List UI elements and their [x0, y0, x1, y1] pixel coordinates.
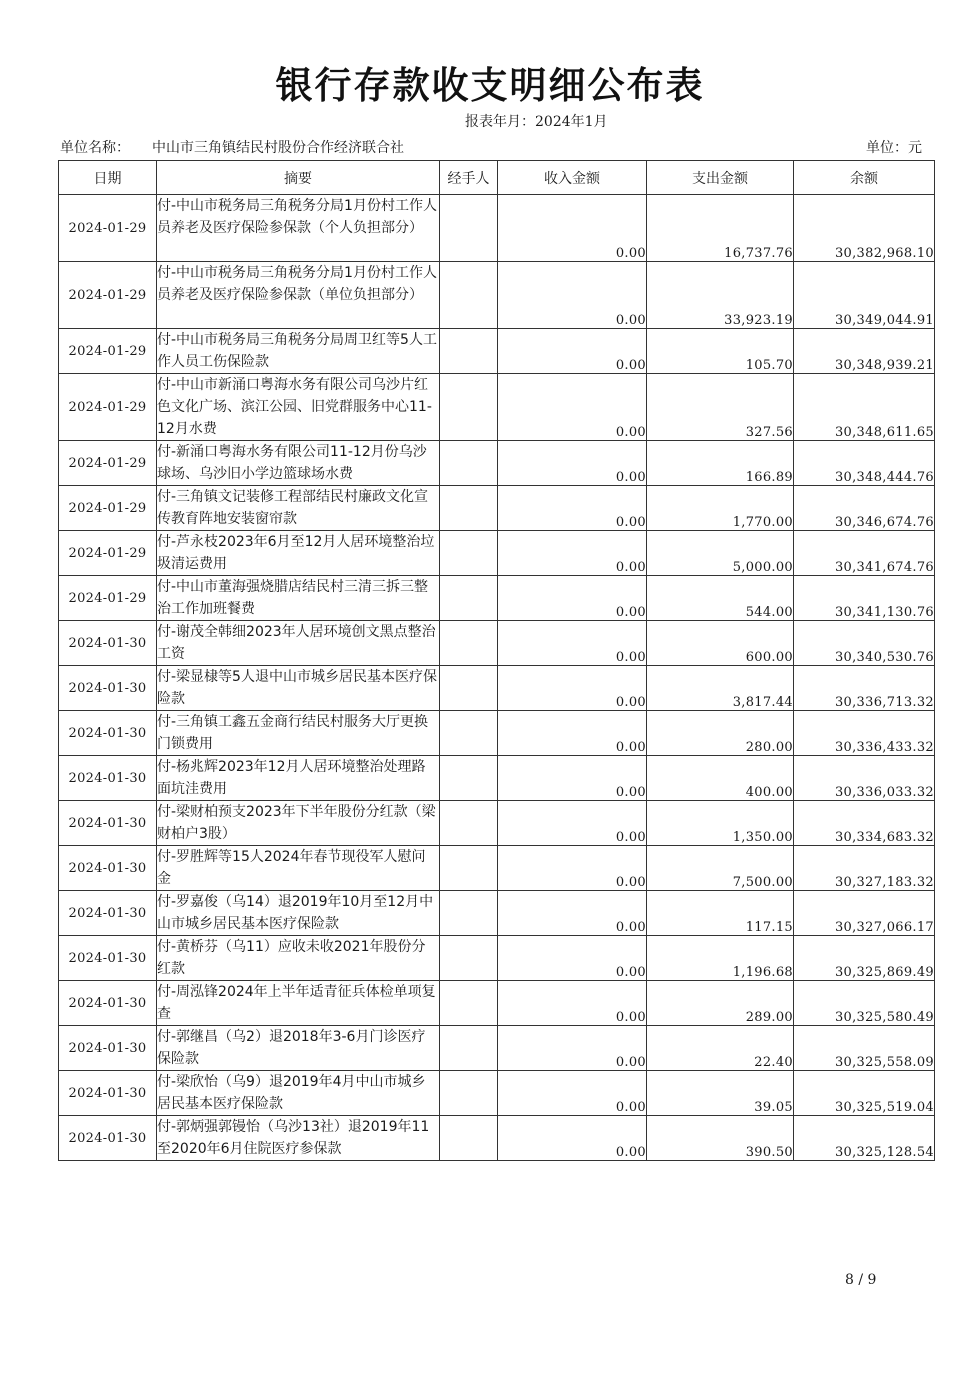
cell-income: 0.00 [498, 374, 647, 441]
cell-balance: 30,325,519.04 [794, 1071, 935, 1116]
cell-handler [440, 262, 498, 329]
cell-expense: 117.15 [647, 891, 794, 936]
cell-handler [440, 846, 498, 891]
cell-date: 2024-01-30 [59, 666, 157, 711]
cell-balance: 30,325,580.49 [794, 981, 935, 1026]
table-row [59, 576, 935, 621]
table-row [59, 486, 935, 531]
cell-expense: 1,350.00 [647, 801, 794, 846]
cell-handler [440, 666, 498, 711]
cell-income: 0.00 [498, 576, 647, 621]
cell-handler [440, 711, 498, 756]
cell-expense: 1,196.68 [647, 936, 794, 981]
cell-expense: 544.00 [647, 576, 794, 621]
cell-summary: 付-杨兆辉2023年12月人居环境整治处理路面坑洼费用 [157, 756, 440, 801]
cell-date: 2024-01-30 [59, 1116, 157, 1161]
cell-summary: 付-梁显棣等5人退中山市城乡居民基本医疗保险款 [157, 666, 440, 711]
cell-income: 0.00 [498, 801, 647, 846]
cell-expense: 3,817.44 [647, 666, 794, 711]
cell-handler [440, 486, 498, 531]
period-label: 报表年月： [465, 114, 535, 130]
table-row [59, 262, 935, 329]
table-row [59, 195, 935, 262]
table-row [59, 374, 935, 441]
cell-summary: 付-罗嘉俊（乌14）退2019年10月至12月中山市城乡居民基本医疗保险款 [157, 891, 440, 936]
cell-summary: 付-芦永枝2023年6月至12月人居环境整治垃圾清运费用 [157, 531, 440, 576]
header-summary: 摘要 [157, 161, 440, 195]
cell-handler [440, 441, 498, 486]
cell-balance: 30,325,558.09 [794, 1026, 935, 1071]
cell-date: 2024-01-29 [59, 486, 157, 531]
page-current: 8 [845, 1272, 854, 1288]
cell-date: 2024-01-29 [59, 195, 157, 262]
cell-date: 2024-01-30 [59, 846, 157, 891]
cell-expense: 39.05 [647, 1071, 794, 1116]
page-total: 9 [867, 1272, 877, 1288]
ledger-table [58, 160, 935, 1161]
cell-income: 0.00 [498, 666, 647, 711]
cell-expense: 280.00 [647, 711, 794, 756]
cell-summary: 付-黄桥芬（乌11）应收未收2021年股份分红款 [157, 936, 440, 981]
cell-income: 0.00 [498, 711, 647, 756]
cell-expense: 400.00 [647, 756, 794, 801]
ledger-body [59, 195, 935, 1161]
cell-summary: 付-谢茂全韩细2023年人居环境创文黑点整治工资 [157, 621, 440, 666]
cell-handler [440, 374, 498, 441]
cell-expense: 166.89 [647, 441, 794, 486]
cell-expense: 1,770.00 [647, 486, 794, 531]
table-row [59, 711, 935, 756]
cell-expense: 327.56 [647, 374, 794, 441]
cell-income: 0.00 [498, 1071, 647, 1116]
cell-expense: 105.70 [647, 329, 794, 374]
cell-income: 0.00 [498, 891, 647, 936]
table-row [59, 1071, 935, 1116]
cell-handler [440, 936, 498, 981]
cell-balance: 30,341,130.76 [794, 576, 935, 621]
cell-summary: 付-中山市税务局三角税务分局周卫红等5人工作人员工伤保险款 [157, 329, 440, 374]
cell-income: 0.00 [498, 329, 647, 374]
header-date: 日期 [59, 161, 157, 195]
cell-handler [440, 329, 498, 374]
cell-balance: 30,336,433.32 [794, 711, 935, 756]
cell-income: 0.00 [498, 531, 647, 576]
table-row [59, 846, 935, 891]
cell-date: 2024-01-30 [59, 981, 157, 1026]
cell-income: 0.00 [498, 262, 647, 329]
cell-date: 2024-01-30 [59, 621, 157, 666]
cell-handler [440, 195, 498, 262]
header-handler: 经手人 [440, 161, 498, 195]
cell-handler [440, 1071, 498, 1116]
cell-income: 0.00 [498, 756, 647, 801]
cell-income: 0.00 [498, 1026, 647, 1071]
cell-income: 0.00 [498, 621, 647, 666]
page-title: 银行存款收支明细公布表 [275, 64, 705, 107]
cell-balance: 30,336,713.32 [794, 666, 935, 711]
cell-date: 2024-01-29 [59, 374, 157, 441]
cell-balance: 30,348,611.65 [794, 374, 935, 441]
cell-handler [440, 1116, 498, 1161]
cell-date: 2024-01-30 [59, 1026, 157, 1071]
cell-date: 2024-01-30 [59, 801, 157, 846]
cell-date: 2024-01-30 [59, 891, 157, 936]
cell-balance: 30,340,530.76 [794, 621, 935, 666]
organization-name [60, 137, 404, 157]
cell-expense: 33,923.19 [647, 262, 794, 329]
cell-summary: 付-周泓锋2024年上半年适青征兵体检单项复查 [157, 981, 440, 1026]
table-header-row [59, 161, 935, 195]
cell-expense: 289.00 [647, 981, 794, 1026]
cell-expense: 390.50 [647, 1116, 794, 1161]
cell-expense: 5,000.00 [647, 531, 794, 576]
cell-summary: 付-中山市税务局三角税务分局1月份村工作人员养老及医疗保险参保款（单位负担部分） [157, 262, 440, 329]
cell-summary: 付-罗胜辉等15人2024年春节现役军人慰问金 [157, 846, 440, 891]
table-row [59, 329, 935, 374]
cell-date: 2024-01-29 [59, 576, 157, 621]
cell-summary: 付-三角镇文记装修工程部结民村廉政文化宣传教育阵地安装窗帘款 [157, 486, 440, 531]
cell-date: 2024-01-30 [59, 936, 157, 981]
cell-handler [440, 801, 498, 846]
cell-expense: 600.00 [647, 621, 794, 666]
cell-balance: 30,346,674.76 [794, 486, 935, 531]
cell-balance: 30,336,033.32 [794, 756, 935, 801]
cell-income: 0.00 [498, 1116, 647, 1161]
table-row [59, 531, 935, 576]
header-income: 收入金额 [498, 161, 647, 195]
table-row [59, 1116, 935, 1161]
cell-summary: 付-梁财柏预支2023年下半年股份分红款（梁财柏户3股） [157, 801, 440, 846]
cell-income: 0.00 [498, 936, 647, 981]
cell-summary: 付-郭继昌（乌2）退2018年3-6月门诊医疗保险款 [157, 1026, 440, 1071]
table-row [59, 441, 935, 486]
period-value: 2024年1月 [535, 114, 608, 130]
organization-label: 单位名称： [60, 140, 130, 156]
page-separator: / [858, 1272, 864, 1288]
cell-balance: 30,348,939.21 [794, 329, 935, 374]
cell-handler [440, 531, 498, 576]
cell-balance: 30,382,968.10 [794, 195, 935, 262]
cell-balance: 30,334,683.32 [794, 801, 935, 846]
cell-handler [440, 1026, 498, 1071]
cell-balance: 30,348,444.76 [794, 441, 935, 486]
cell-handler [440, 756, 498, 801]
cell-date: 2024-01-29 [59, 441, 157, 486]
cell-date: 2024-01-29 [59, 531, 157, 576]
cell-balance: 30,341,674.76 [794, 531, 935, 576]
organization-value: 中山市三角镇结民村股份合作经济联合社 [152, 140, 404, 156]
header-balance: 余额 [794, 161, 935, 195]
table-row [59, 936, 935, 981]
page-number [845, 1272, 876, 1288]
currency-unit [866, 137, 922, 157]
report-period [465, 111, 608, 131]
cell-summary: 付-新涌口粤海水务有限公司11-12月份乌沙球场、乌沙旧小学边篮球场水费 [157, 441, 440, 486]
cell-summary: 付-郭炳强郭镘怡（乌沙13社）退2019年11至2020年6月住院医疗参保款 [157, 1116, 440, 1161]
cell-balance: 30,327,183.32 [794, 846, 935, 891]
cell-income: 0.00 [498, 441, 647, 486]
cell-date: 2024-01-29 [59, 262, 157, 329]
cell-summary: 付-中山市新涌口粤海水务有限公司乌沙片红色文化广场、滨江公园、旧党群服务中心11-12月水费 [157, 374, 440, 441]
cell-summary: 付-中山市董海强烧腊店结民村三清三拆三整治工作加班餐费 [157, 576, 440, 621]
table-row [59, 666, 935, 711]
cell-handler [440, 576, 498, 621]
cell-balance: 30,325,128.54 [794, 1116, 935, 1161]
table-row [59, 621, 935, 666]
cell-date: 2024-01-30 [59, 756, 157, 801]
cell-income: 0.00 [498, 195, 647, 262]
table-row [59, 981, 935, 1026]
cell-balance: 30,325,869.49 [794, 936, 935, 981]
cell-income: 0.00 [498, 981, 647, 1026]
currency-label: 单位： [866, 140, 908, 156]
currency-value: 元 [908, 140, 922, 156]
header-expense: 支出金额 [647, 161, 794, 195]
cell-income: 0.00 [498, 486, 647, 531]
table-row [59, 891, 935, 936]
cell-summary: 付-中山市税务局三角税务分局1月份村工作人员养老及医疗保险参保款（个人负担部分） [157, 195, 440, 262]
cell-expense: 7,500.00 [647, 846, 794, 891]
cell-income: 0.00 [498, 846, 647, 891]
cell-handler [440, 621, 498, 666]
cell-handler [440, 981, 498, 1026]
cell-summary: 付-三角镇工鑫五金商行结民村服务大厅更换门锁费用 [157, 711, 440, 756]
table-row [59, 801, 935, 846]
cell-expense: 16,737.76 [647, 195, 794, 262]
cell-date: 2024-01-30 [59, 711, 157, 756]
cell-date: 2024-01-29 [59, 329, 157, 374]
cell-date: 2024-01-30 [59, 1071, 157, 1116]
cell-summary: 付-梁欣怡（乌9）退2019年4月中山市城乡居民基本医疗保险款 [157, 1071, 440, 1116]
table-row [59, 1026, 935, 1071]
cell-expense: 22.40 [647, 1026, 794, 1071]
cell-balance: 30,349,044.91 [794, 262, 935, 329]
cell-balance: 30,327,066.17 [794, 891, 935, 936]
cell-handler [440, 891, 498, 936]
table-row [59, 756, 935, 801]
